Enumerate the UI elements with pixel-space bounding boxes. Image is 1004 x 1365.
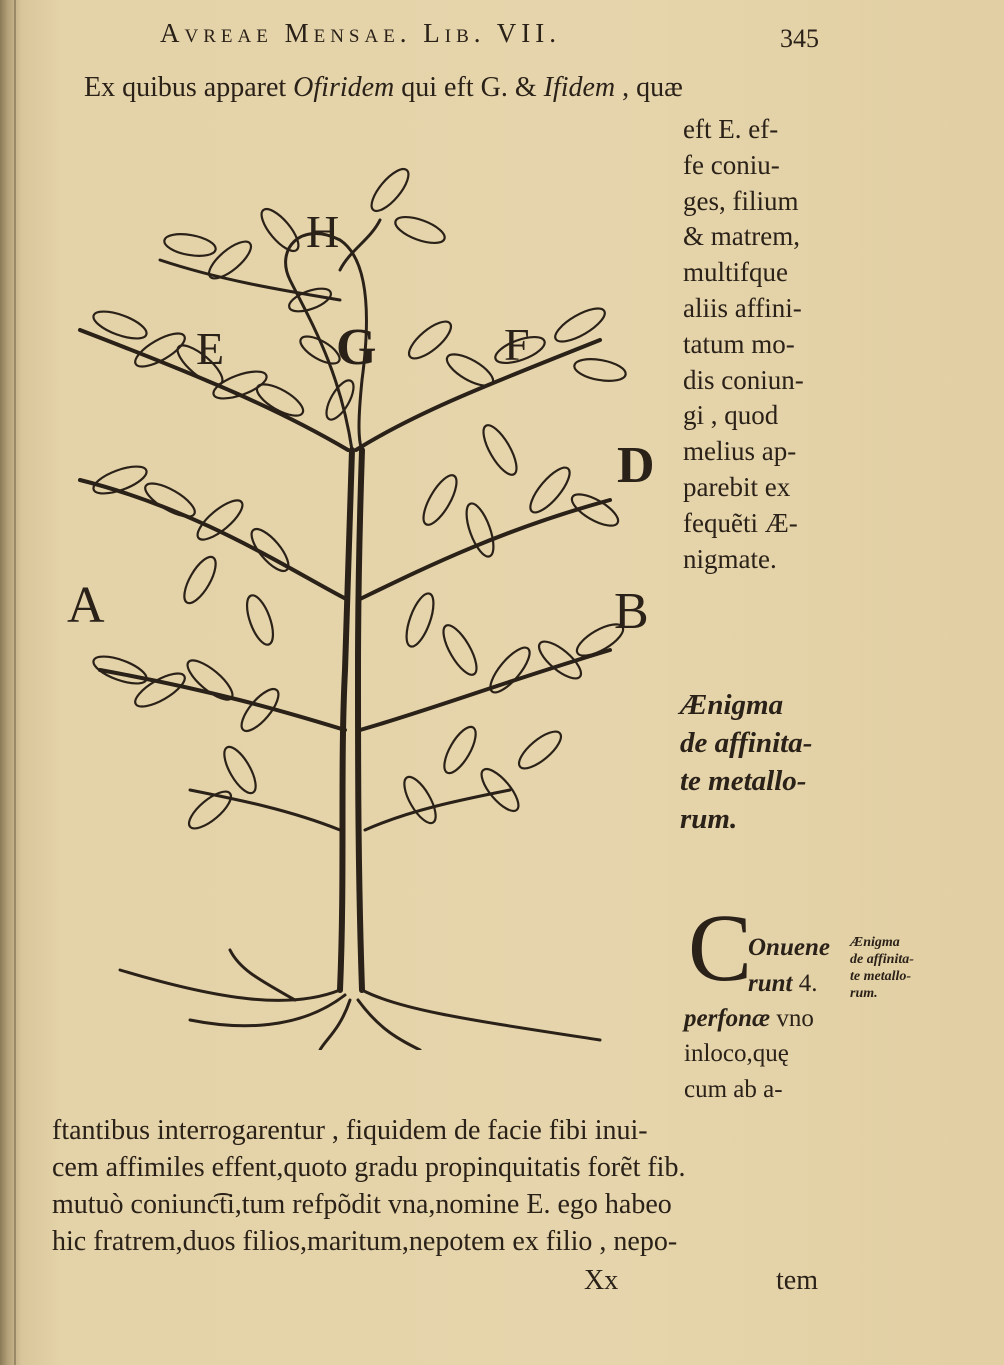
side-text-line: fequẽti Æ- xyxy=(683,507,798,538)
body-line: hic fratrem,duos filios,maritum,nepotem ex filio , nepo- xyxy=(52,1226,678,1257)
side-text-line: aliis affini- xyxy=(683,292,802,323)
margin-note-line: te metallo- xyxy=(850,969,912,984)
isis-name: Ifidem xyxy=(543,72,616,103)
enigma-line-2-italic: runt xyxy=(748,970,793,997)
body-line: cem affimiles effent,quoto gradu propinquitatis forẽt fib. xyxy=(52,1152,686,1183)
drop-capital: C xyxy=(688,894,753,1001)
signature-mark: Xx xyxy=(584,1265,619,1296)
body-paragraph xyxy=(52,1112,685,1260)
opening-prefix: Ex quibus apparet xyxy=(84,72,294,103)
side-text-line: melius ap- xyxy=(683,436,797,467)
margin-note-line: de affinita- xyxy=(850,952,914,967)
side-text-line: ges, filium xyxy=(683,185,799,216)
opening-line xyxy=(84,72,683,104)
enigma-line-1: Onuene xyxy=(748,934,830,961)
tree-label-h: H xyxy=(306,206,340,257)
gutter-shadow xyxy=(14,0,16,1365)
tree-label-f: F xyxy=(504,319,530,370)
margin-note xyxy=(850,934,914,1002)
side-text-line: fe coniu- xyxy=(683,149,780,180)
enigma-line-3-italic: perfonæ xyxy=(684,1005,771,1032)
enigma-title-line: Ænigma xyxy=(680,689,784,721)
tree-label-e: E xyxy=(196,323,225,374)
side-text-line: tatum mo- xyxy=(683,328,795,359)
enigma-title xyxy=(680,686,812,838)
margin-note-line: Ænigma xyxy=(850,935,900,950)
tree-woodcut-illustration xyxy=(40,150,640,1050)
enigma-line-3-rest: vno xyxy=(770,1005,814,1032)
enigma-line-3 xyxy=(684,1005,814,1033)
opening-suffix: , quæ xyxy=(615,72,683,103)
running-title: Avreae Mensae. Lib. VII. xyxy=(160,18,562,48)
enigma-line-2 xyxy=(748,970,817,998)
side-text-line: & matrem, xyxy=(683,221,800,252)
page-number: 345 xyxy=(780,24,819,53)
margin-note-line: rum. xyxy=(850,986,878,1001)
side-text-line: multifque xyxy=(683,257,788,288)
tree-label-a: A xyxy=(67,577,105,634)
side-text-line: dis coniun- xyxy=(683,364,804,395)
enigma-line-5: cum ab a- xyxy=(684,1076,783,1103)
catchword: tem xyxy=(776,1265,818,1296)
body-line: mutuò coniunc͡ti,tum refpõdit vna,nomine E. ego habeo xyxy=(52,1189,672,1220)
osiris-name: Ofiridem xyxy=(293,72,395,103)
enigma-title-line: de affinita- xyxy=(680,727,813,759)
side-text-line: nigmate. xyxy=(683,543,777,574)
enigma-line-2-num: 4. xyxy=(792,970,818,997)
opening-middle: qui eft G. & xyxy=(394,72,544,103)
tree-label-g: G xyxy=(336,319,377,376)
side-text-line: eft E. ef- xyxy=(683,114,779,144)
side-text-column xyxy=(683,112,804,577)
body-line: ftantibus interrogarentur , fiquidem de facie fibi inui- xyxy=(52,1115,648,1146)
enigma-title-line: rum. xyxy=(680,803,738,835)
tree-label-d: D xyxy=(617,437,655,494)
tree-label-b: B xyxy=(614,583,649,640)
enigma-line-4: inloco,quę xyxy=(684,1040,789,1067)
side-text-line: gi , quod xyxy=(683,400,779,431)
side-text-line: parebit ex xyxy=(683,471,791,502)
enigma-title-line: te metallo- xyxy=(680,765,807,797)
